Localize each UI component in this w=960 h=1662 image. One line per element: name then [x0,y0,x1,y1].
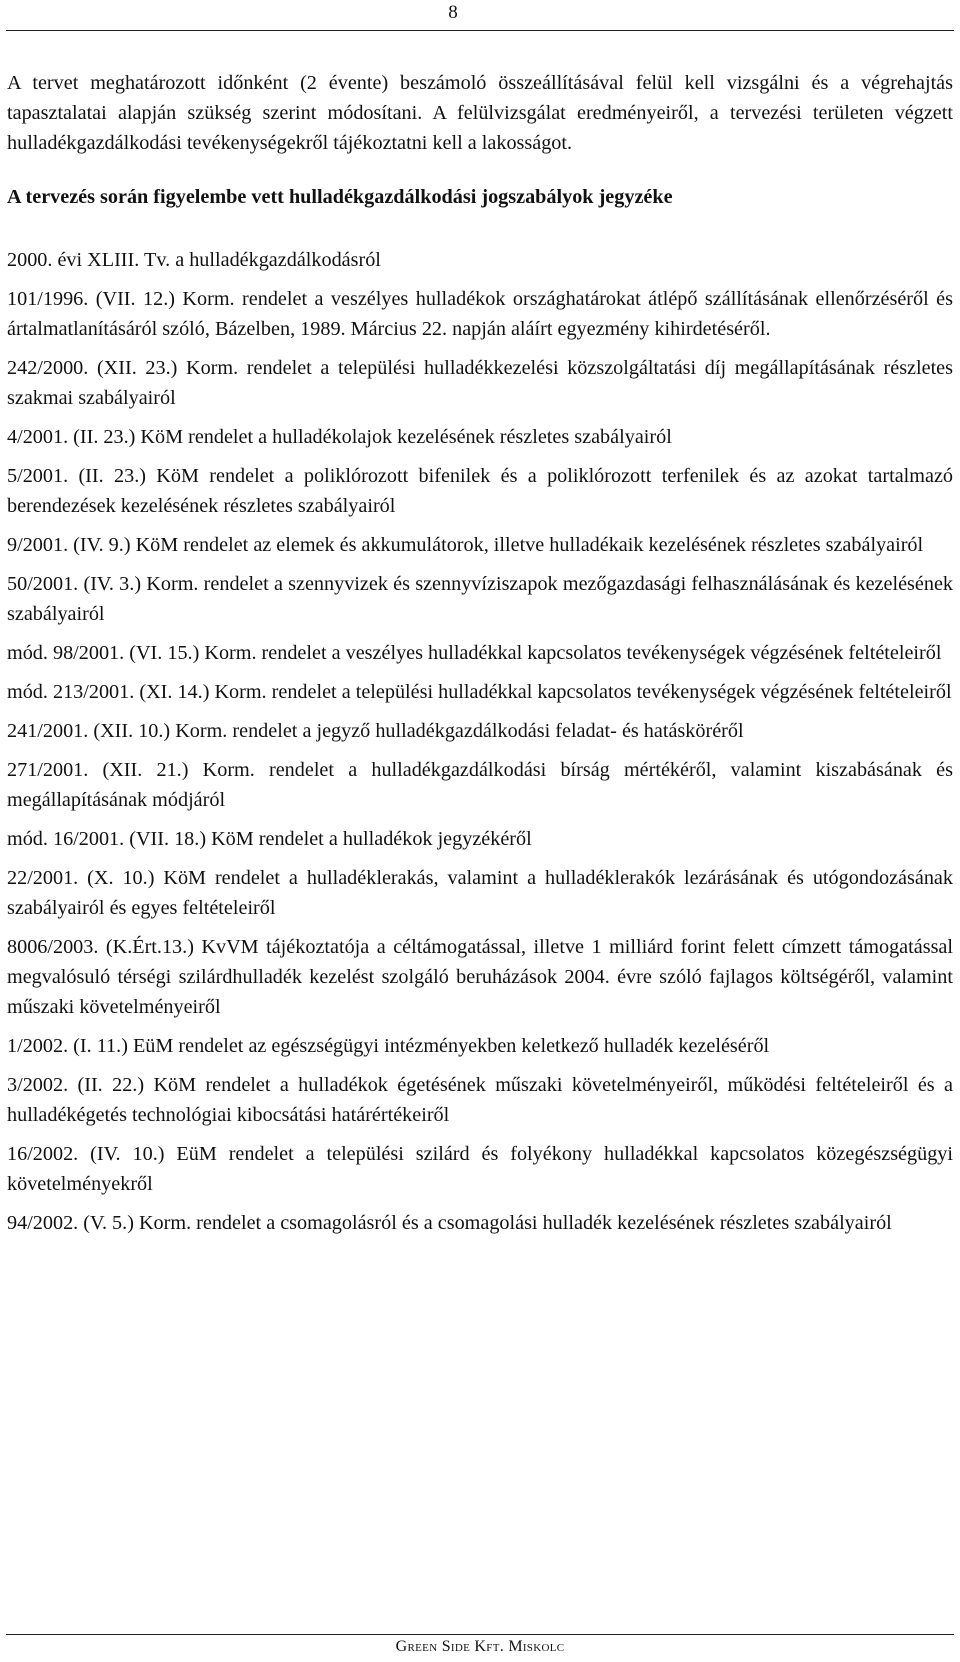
law-item: 94/2002. (V. 5.) Korm. rendelet a csomagolásról és a csomagolási hulladék kezelésének részletes szabályairól [7,1212,892,1234]
law-item: 5/2001. (II. 23.) KöM rendelet a poliklórozott bifenilek és a poliklórozott terfenilek és az azokat tartalmazó berendezések kezelésének részletes szabályairól [7,465,953,517]
page-number: 8 [448,2,458,23]
law-item: 9/2001. (IV. 9.) KöM rendelet az elemek és akkumulátorok, illetve hulladékaik kezelésének részletes szabályairól [7,534,924,556]
law-item: 16/2002. (IV. 10.) EüM rendelet a települési szilárd és folyékony hulladékkal kapcsolatos közegészségügyi követelményekről [7,1143,953,1195]
footer-company: Green Side Kft. Miskolc [395,1638,565,1655]
document-body [7,68,953,1247]
law-item: 1/2002. (I. 11.) EüM rendelet az egészségügyi intézményekben keletkező hulladék kezeléséről [7,1035,770,1057]
law-item: 242/2000. (XII. 23.) Korm. rendelet a települési hulladékkezelési közszolgáltatási díj megállapításának részletes szakmai szabályairól [7,357,953,409]
law-item: 271/2001. (XII. 21.) Korm. rendelet a hulladékgazdálkodási bírság mértékéről, valamint kiszabásának és megállapításának módjáról [7,759,953,811]
law-item: 241/2001. (XII. 10.) Korm. rendelet a jegyző hulladékgazdálkodási feladat- és hatásköréről [7,720,744,742]
law-item: 8006/2003. (K.Ért.13.) KvVM tájékoztatója a céltámogatással, illetve 1 milliárd forint felett címzett támogatással megvalósuló térségi szilárdhulladék kezelést szolgáló beruházások 2004. évre szóló fajlagos költségéről, valamint műszaki követelményeiről [7,936,953,1018]
intro-paragraph: A tervet meghatározott időnként (2 évente) beszámoló összeállításával felül kell vizsgálni és a végrehajtás tapasztalatai alapján szükség szerint módosítani. A felülvizsgálat eredményeiről, a tervezési területen végzett hulladékgazdálkodási tevékenységekről tájékoztatni kell a lakosságot. [7,72,953,154]
law-item: 22/2001. (X. 10.) KöM rendelet a hulladéklerakás, valamint a hulladéklerakók lezárásának és utógondozásának szabályairól és egyes feltételeiről [7,867,953,919]
law-item: 2000. évi XLIII. Tv. a hulladékgazdálkodásról [7,249,381,271]
law-item: mód. 213/2001. (XI. 14.) Korm. rendelet a települési hulladékkal kapcsolatos tevékenységek végzésének feltételeiről [7,681,952,703]
header-divider [6,30,954,31]
law-item: mód. 98/2001. (VI. 15.) Korm. rendelet a veszélyes hulladékkal kapcsolatos tevékenységek végzésének feltételeiről [7,642,942,664]
footer-divider [6,1634,954,1635]
section-heading: A tervezés során figyelembe vett hulladékgazdálkodási jogszabályok jegyzéke [7,186,673,208]
law-item: 3/2002. (II. 22.) KöM rendelet a hulladékok égetésének műszaki követelményeiről, működési feltételeiről és a hulladékégetés technológiai kibocsátási határértékeiről [7,1074,953,1126]
law-item: 50/2001. (IV. 3.) Korm. rendelet a szennyvizek és szennyvíziszapok mezőgazdasági felhasználásának és kezelésének szabályairól [7,573,953,625]
law-item: 101/1996. (VII. 12.) Korm. rendelet a veszélyes hulladékok országhatárokat átlépő szállításának ellenőrzéséről és ártalmatlanításáról szóló, Bázelben, 1989. Március 22. napján aláírt egyezmény kihirdetéséről. [7,288,953,340]
law-list [7,245,953,1238]
law-item: mód. 16/2001. (VII. 18.) KöM rendelet a hulladékok jegyzékéről [7,828,532,850]
law-item: 4/2001. (II. 23.) KöM rendelet a hulladékolajok kezelésének részletes szabályairól [7,426,672,448]
